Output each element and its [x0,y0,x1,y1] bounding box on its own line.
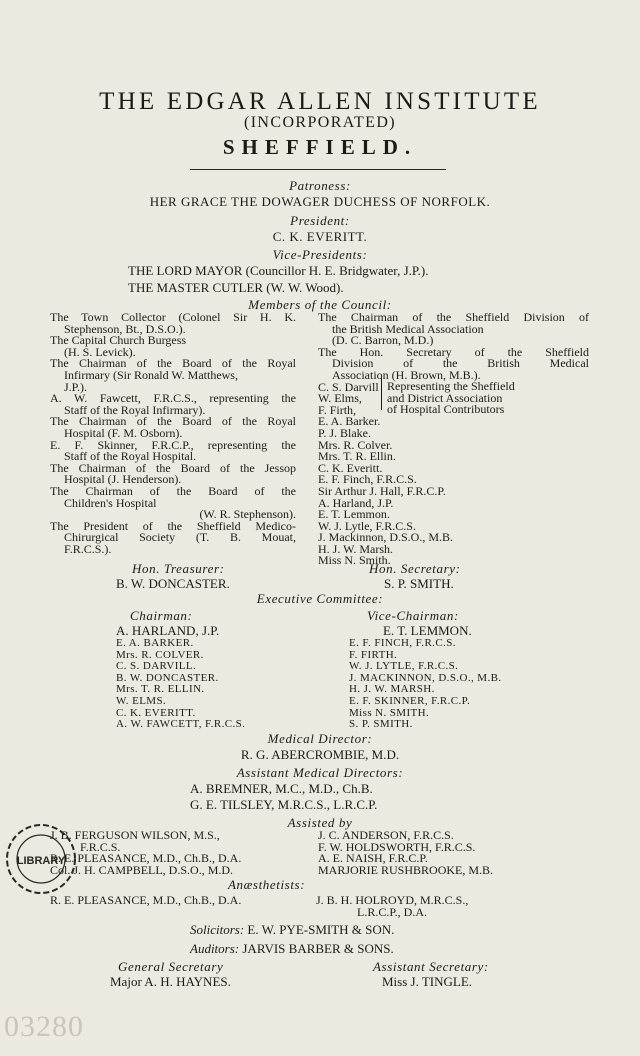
council-right-line: J. Mackinnon, D.S.O., M.B. [318,530,454,545]
vice-presidents-label: Vice-Presidents: [272,247,368,262]
secretary-label: Hon. Secretary: [369,561,461,576]
council-left-line: (W. R. Stephenson). [199,507,296,522]
council-right-line: (D. C. Barron, M.D.) [332,333,434,348]
assistant-director-2: G. E. TILSLEY, M.R.C.S., L.R.C.P. [190,797,378,812]
vice-president-1: THE LORD MAYOR (Councillor H. E. Bridgwater, J.P.). [128,263,429,278]
council-left-line: The Capital Church Burgess [50,333,187,348]
council-left-line: The Town Collector (Colonel Sir H. K. [50,310,296,324]
assisted-by-label: Assisted by [287,815,353,830]
executive-member: Miss N. SMITH. [349,706,430,719]
council-left-line: Stephenson, Bt., D.S.O.). [64,321,186,336]
council-left-line: Chirurgical Society (T. B. Mouat, [64,530,296,545]
council-left-line: The Chairman of the Board of the Royal [50,414,296,429]
council-right-line: H. J. W. Marsh. [318,541,394,556]
secretary-name: S. P. SMITH. [384,576,454,591]
council-left-line: A. W. Fawcett, F.R.C.S., representing the [50,391,296,406]
council-label-a: Members of [248,297,317,312]
council-right-line: the British Medical Association [332,321,484,336]
council-label-b: the Council: [319,297,392,312]
assistant: R. E. PLEASANCE, M.D., Ch.B., D.A. [50,851,242,866]
council-right-line: Sir Arthur J. Hall, F.R.C.P. [318,483,446,498]
council-right-line: The Chairman of the Sheffield Division of [318,310,589,324]
executive-member: J. MACKINNON, D.S.O., M.B. [349,671,502,684]
council-left-line: E. F. Skinner, F.R.C.P., representing the [50,437,296,452]
executive-member: W. J. LYTLE, F.R.C.S. [349,660,459,673]
council-left-column [50,312,296,555]
council-right-line: Mrs. R. Colver. [318,437,393,452]
vice-chairman-label: Vice-Chairman: [367,608,459,623]
assistant: F.R.C.S. [80,839,121,854]
council-right-line: E. A. Barker. [318,414,381,429]
header-divider [190,169,446,170]
council-left-line: The Chairman of the Board of the [50,483,296,498]
executive-member: H. J. W. MARSH. [349,683,435,696]
incorporated-note: (INCORPORATED) [243,114,397,131]
library-stamp-icon [2,820,80,898]
anaesthetist-2: J. B. H. HOLROYD, M.R.C.S., [316,893,469,907]
assisted-right-list [318,830,493,876]
council-right-line: The Hon. Secretary of the Sheffield [318,344,589,359]
council-right-line: Division of the British Medical [332,356,589,371]
city-name: SHEFFIELD. [222,135,418,159]
executive-member: E. A. BARKER. [116,637,194,649]
executive-member: E. F. SKINNER, F.R.C.P. [349,694,471,707]
patroness-name: HER GRACE THE DOWAGER DUCHESS OF NORFOLK. [149,194,491,209]
council-left-line: F.R.C.S.). [64,541,112,556]
council-right-line: W. Elms, [318,391,362,406]
executive-member: E. F. FINCH, F.R.C.S. [349,637,456,649]
council-left-line: Hospital (J. Henderson). [64,472,182,487]
medical-director-label: Medical Director: [267,731,373,746]
auditors-line [190,941,394,957]
patroness-label: Patroness: [289,178,351,193]
institute-title: THE EDGAR ALLEN INSTITUTE [99,88,541,115]
assistant: J. C. ANDERSON, F.R.C.S. [318,828,454,842]
general-secretary-name: Major A. H. HAYNES. [110,974,231,989]
assistant: Col. J. H. CAMPBELL, D.S.O., M.D. [50,862,234,877]
council-right-line: A. Harland, J.P. [318,495,394,510]
solicitors-name: E. W. PYE-SMITH & SON. [247,922,395,937]
chairman-name: A. HARLAND, J.P. [116,623,220,638]
treasurer-name: B. W. DONCASTER. [116,576,230,591]
assistant: F. W. HOLDSWORTH, F.R.C.S. [318,839,476,854]
executive-member: W. ELMS. [116,694,167,707]
stamp-text: LIBRARY [16,855,66,867]
anaesthetist-1: R. E. PLEASANCE, M.D., Ch.B., D.A. [50,893,242,907]
executive-member: C. K. EVERITT. [116,706,196,719]
treasurer-label: Hon. Treasurer: [132,561,225,576]
council-right-line: W. J. Lytle, F.R.C.S. [318,518,416,533]
council-right-line: F. Firth, [318,402,357,417]
executive-member: Mrs. T. R. ELLIN. [116,683,205,696]
council-right-line: C. K. Everitt. [318,460,383,475]
council-left-line: The Chairman of the Board of the Royal [50,356,296,371]
council-left-line: The Chairman of the Board of the Jessop [50,460,296,475]
executive-member: B. W. DONCASTER. [116,671,219,684]
assistant-secretary-label: Assistant Secretary: [373,959,489,974]
chairman-label: Chairman: [130,608,193,623]
representation-line: and District Association [387,390,503,405]
council-left-line: Staff of the Royal Infirmary). [64,402,206,417]
anaesthetist-2-quals: L.R.C.P., D.A. [357,905,428,919]
council-right-line: Mrs. T. R. Ellin. [318,449,396,464]
executive-committee-label: Executive Committee: [256,591,384,606]
representation-note [387,381,592,416]
executive-member: A. W. FAWCETT, F.R.C.S. [116,718,246,731]
executive-left-list [116,638,245,731]
executive-right-list [349,638,502,731]
council-left-line: Infirmary (Sir Ronald W. Matthews, [64,367,238,382]
anaesthetists-label: Anæsthetists: [228,877,306,892]
assistant: A. E. NAISH, F.R.C.P. [318,851,428,866]
assistant-director-1: A. BREMNER, M.C., M.D., Ch.B. [190,781,373,796]
assistant-directors-label: Assistant Medical Directors: [236,765,404,780]
solicitors-label: Solicitors: [190,922,245,937]
vice-chairman-name: E. T. LEMMON. [383,623,472,638]
council-right-line: E. F. Finch, F.R.C.S. [318,472,417,487]
faded-shelf-mark: 03280 [4,1010,84,1043]
auditors-name: JARVIS BARBER & SONS. [242,941,394,956]
executive-member: C. S. DARVILL. [116,660,197,673]
council-right-line: C. S. Darvill [318,379,379,394]
medical-director-name: R. G. ABERCROMBIE, M.D. [240,747,400,762]
executive-member: Mrs. R. COLVER. [116,648,204,661]
president-label: President: [290,213,350,228]
council-right-line: Association (H. Brown, M.B.). [332,367,481,382]
executive-member: F. FIRTH. [349,648,398,661]
representation-line: of Hospital Contributors [387,402,505,417]
executive-member: S. P. SMITH. [349,718,413,731]
president-name: C. K. EVERITT. [272,229,368,244]
assistant: MARJORIE RUSHBROOKE, M.B. [318,862,494,877]
council-right-line: P. J. Blake. [318,425,372,440]
council-left-line: (H. S. Levick). [64,344,136,359]
council-left-line: The President of the Sheffield Medico- [50,518,296,533]
council-left-line: J.P.). [64,379,88,394]
council-left-line: Hospital (F. M. Osborn). [64,425,183,440]
council-right-line: Miss N. Smith. [318,553,391,568]
council-right-column [318,312,589,567]
assistant: J. B. FERGUSON WILSON, M.S., [50,828,220,842]
solicitors-line [190,922,394,938]
council-left-line: Children's Hospital [64,495,157,510]
auditors-label: Auditors: [190,941,240,956]
representation-line: Representing the Sheffield [387,379,515,393]
general-secretary-label: General Secretary [118,959,224,974]
vice-president-2: THE MASTER CUTLER (W. W. Wood). [128,280,344,295]
assistant-secretary-name: Miss J. TINGLE. [382,974,473,989]
council-right-line: E. T. Lemmon. [318,507,390,522]
council-left-line: Staff of the Royal Hospital. [64,449,197,464]
